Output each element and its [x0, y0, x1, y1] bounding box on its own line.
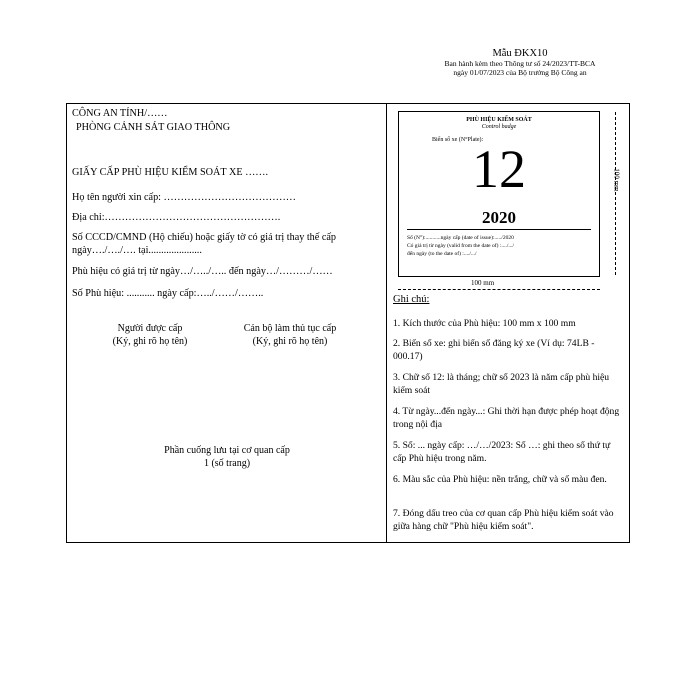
officer-title: Cán bộ làm thủ tục cấp	[243, 323, 337, 334]
note-item: 7. Đóng dấu treo của cơ quan cấp Phù hiệu kiểm soát vào giữa hàng chữ "Phù hiệu kiểm soát".	[393, 508, 614, 532]
badge-line-number: Số (N°):...........ngày cấp (date of issue):...../2020	[407, 235, 514, 241]
issued-by-line1: Ban hành kèm theo Thông tư số 24/2023/TT-BCA	[444, 59, 596, 69]
badge-heading-block	[399, 117, 599, 131]
height-dimension-label: 100 mm	[612, 168, 621, 192]
address-field: Địa chỉ:…………………………………………….	[72, 212, 281, 223]
form-code-block	[420, 48, 620, 77]
badge-plate-label: Biển số xe (N°Plate):	[432, 137, 484, 143]
stub-note	[127, 444, 327, 470]
note-item: 4. Từ ngày...đến ngày...: Ghi thời hạn được phép hoạt động trong nội địa	[393, 406, 620, 430]
height-dimension-line	[615, 112, 616, 275]
recipient-sign-note: (Ký, ghi rõ họ tên)	[112, 336, 188, 347]
note-item: 5. Số: ... ngày cấp: …/…/2023: Số …: ghi theo số thứ tự cấp Phù hiệu trong năm.	[393, 440, 611, 464]
badge-heading: PHÙ HIỆU KIỂM SOÁT	[466, 117, 532, 123]
badge-subheading: Control badge	[481, 124, 517, 131]
document-title: GIẤY CẤP PHÙ HIỆU KIỂM SOÁT XE …….	[72, 167, 269, 178]
note-item: 2. Biển số xe: ghi biển số đăng ký xe (Ví dụ: 74LB - 000.17)	[393, 338, 595, 362]
recipient-title: Người được cấp	[117, 323, 183, 334]
stub-line2: 1 (số trang)	[203, 458, 251, 469]
officer-sign-note: (Ký, ghi rõ họ tên)	[252, 336, 328, 347]
right-column	[387, 104, 629, 542]
badge-number-field: Số Phù hiệu: ........... ngày cấp:…../……/……..	[72, 288, 264, 299]
left-column	[67, 104, 387, 542]
badge-year: 2020	[482, 208, 516, 227]
note-item: 1. Kích thước của Phù hiệu: 100 mm x 100 mm	[393, 318, 576, 329]
badge-divider	[407, 229, 591, 230]
validity-field: Phù hiệu có giá trị từ ngày…/…../….. đến ngày…/………/……	[72, 266, 333, 277]
stub-line1: Phần cuống lưu tại cơ quan cấp	[164, 445, 290, 456]
note-item: 3. Chữ số 12: là tháng; chữ số 2023 là năm cấp phù hiệu kiểm soát	[393, 372, 610, 396]
note-item: 6. Màu sắc của Phù hiệu: nền trắng, chữ và số màu đen.	[393, 474, 607, 485]
applicant-name-field: Họ tên người xin cấp: …………………………………	[72, 192, 296, 203]
badge-sample	[398, 111, 600, 277]
notes-title: Ghi chú:	[393, 294, 430, 305]
id-number-field: Số CCCD/CMND (Hộ chiếu) hoặc giấy tờ có giá trị thay thế cấp ngày…./…./…. tại.....................	[72, 232, 336, 257]
badge-month: 12	[472, 139, 526, 199]
officer-signature	[225, 322, 355, 348]
form-code: Mẫu ĐKX10	[492, 48, 548, 59]
agency-name: CÔNG AN TỈNH/……	[72, 108, 168, 119]
badge-line-valid-from: Có giá trị từ ngày (valid from the date of) :..../.../	[407, 243, 514, 249]
badge-line-valid-to: đến ngày (to the date of) :..../.../	[407, 251, 477, 257]
form-table	[66, 103, 630, 543]
width-dimension-label: 100 mm	[471, 279, 495, 287]
width-dimension-line	[398, 289, 600, 290]
recipient-signature	[85, 322, 215, 348]
department-name: PHÒNG CẢNH SÁT GIAO THÔNG	[76, 122, 231, 133]
issued-by-line2: ngày 01/07/2023 của Bộ trưởng Bộ Công an	[453, 67, 587, 77]
